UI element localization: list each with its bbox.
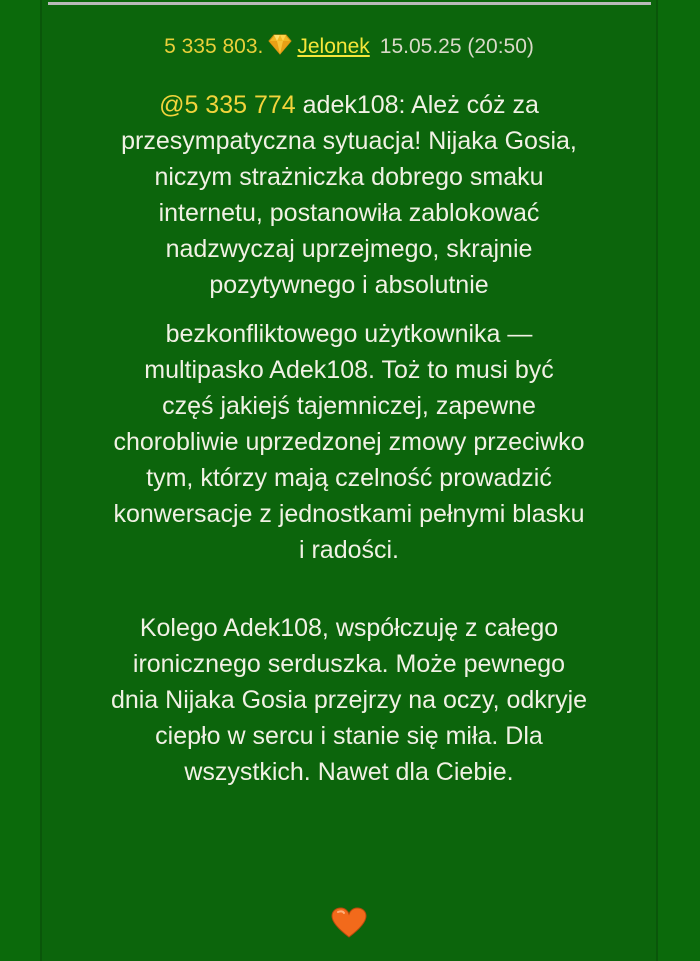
- body-line: internetu, postanowiła zablokować: [158, 199, 540, 227]
- body-line: tym, którzy mają czelność prowadzić: [146, 464, 552, 492]
- post-header: [40, 33, 658, 60]
- body-line: przesympatyczna sytuacja! Nijaka Gosia,: [121, 127, 577, 155]
- post-number[interactable]: 5 335 803.: [164, 35, 264, 58]
- body-line: wszystkich. Nawet dla Ciebie.: [184, 758, 514, 786]
- body-line: dnia Nijaka Gosia przejrzy na oczy, odkryje: [110, 686, 588, 714]
- body-line: nadzwyczaj uprzejmego, skrajnie: [165, 235, 533, 263]
- body-line: [40, 87, 658, 123]
- body-line: częś jakiejś tajemniczej, zapewne: [162, 392, 536, 420]
- post-timestamp: 15.05.25 (20:50): [379, 35, 534, 58]
- body-line: niczym strażniczka dobrego smaku: [154, 163, 544, 191]
- body-line: pozytywnego i absolutnie: [209, 271, 489, 299]
- paragraph-spacer: [40, 568, 658, 610]
- body-line: konwersacje z jednostkami pełnymi blasku: [113, 500, 585, 528]
- orange-heart-icon[interactable]: [331, 907, 367, 939]
- body-line: bezkonfliktowego użytkownika —: [165, 320, 533, 348]
- body-line: i radości.: [298, 536, 400, 564]
- body-text: adek108: Ależ cóż za: [295, 91, 539, 119]
- body-line: Kolego Adek108, współczuję z całego: [139, 614, 559, 642]
- reply-mention-link[interactable]: @5 335 774: [159, 91, 296, 119]
- gold-gem-icon: [267, 33, 293, 55]
- body-line: chorobliwie uprzedzonej zmowy przeciwko: [113, 428, 585, 456]
- body-line: ciepło w sercu i stanie się miła. Dla: [155, 722, 543, 750]
- body-line: ironicznego serduszka. Może pewnego: [132, 650, 566, 678]
- author-link[interactable]: Jelonek: [297, 35, 370, 58]
- body-line: multipasko Adek108. Toż to musi być: [144, 356, 554, 384]
- post-body: [40, 87, 658, 790]
- divider: [48, 2, 651, 5]
